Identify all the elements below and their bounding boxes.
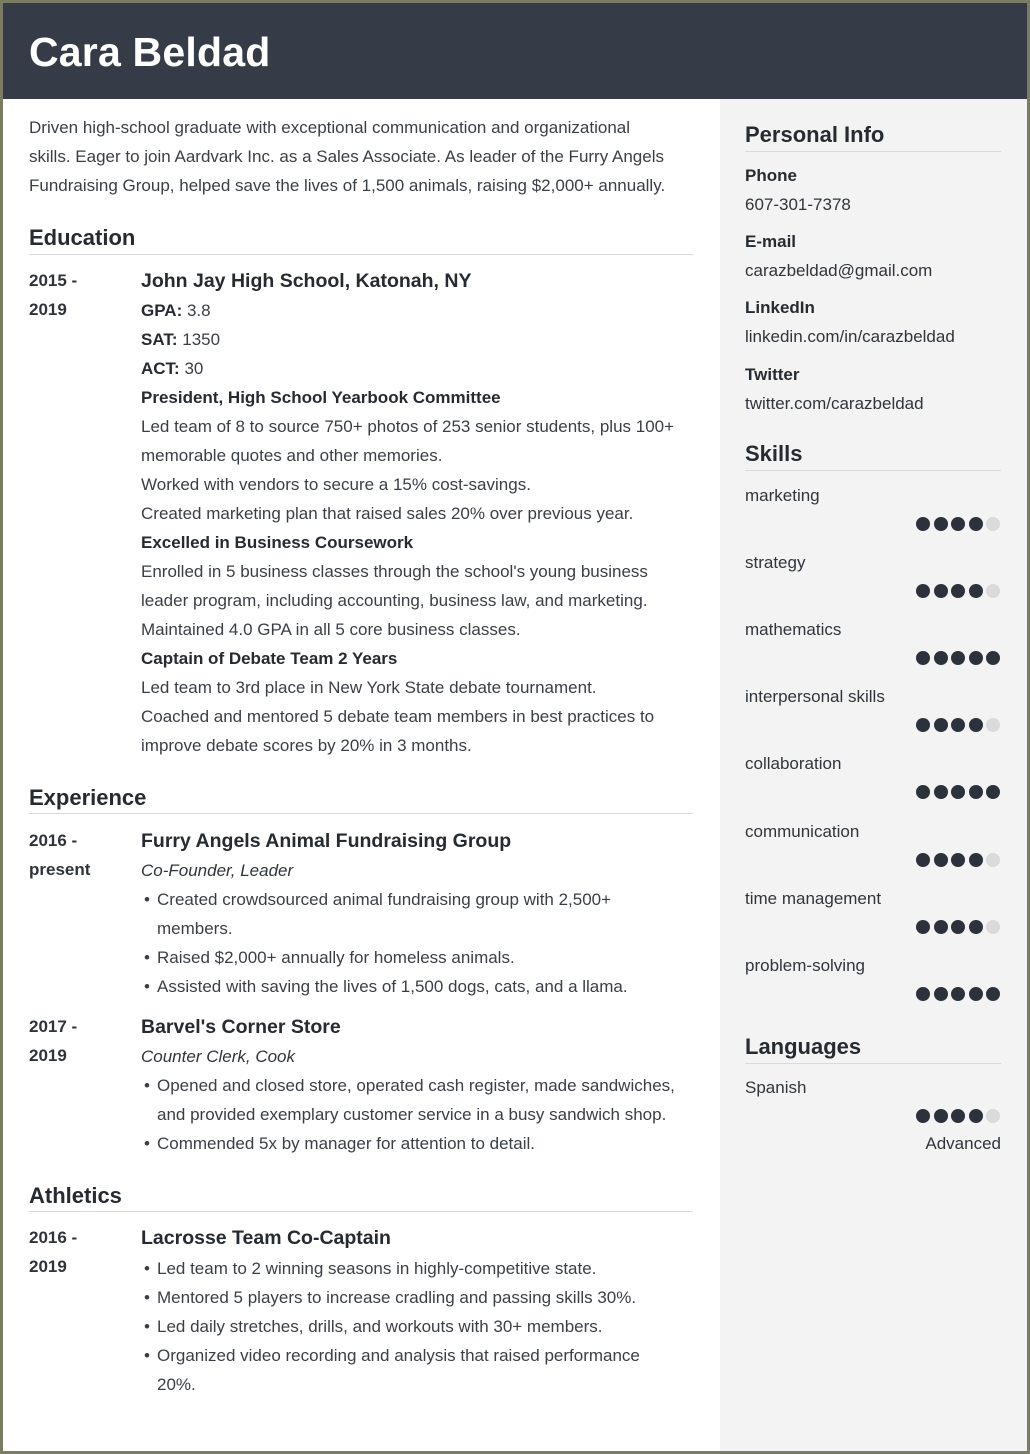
date-start: 2016 - [29,1228,78,1247]
activity-title: Excelled in Business Coursework [141,533,414,552]
skill-name: marketing [745,486,820,505]
bullet-marker: • [144,977,150,996]
skill-rating [916,651,1006,667]
section-divider [29,1211,693,1212]
job-bullet: Commended 5x by manager for attention to detail. [157,1134,535,1153]
rating-dot-filled [969,785,983,799]
rating-dot-empty [986,718,1000,732]
bullet-marker: • [144,1346,150,1365]
job-role: Counter Clerk, Cook [141,1047,296,1066]
skill-rating [916,718,1006,734]
section-title-education: Education [29,225,136,250]
language-level: Advanced [925,1134,1001,1153]
athletics-bullet: Led daily stretches, drills, and workouts with 30+ members. [157,1317,603,1336]
rating-dot-filled [916,920,930,934]
rating-dot-filled [916,651,930,665]
rating-dot-empty [986,920,1000,934]
rating-dot-filled [969,584,983,598]
skill-rating [916,920,1006,936]
contact-label: Phone [745,166,797,185]
rating-dot-filled [986,785,1000,799]
rating-dot-filled [916,853,930,867]
activity-line: Led team to 3rd place in New York State debate tournament. [141,678,597,697]
section-divider [29,813,693,814]
skill-name: mathematics [745,620,842,639]
skill-rating [916,785,1006,801]
score-label: SAT: [141,330,178,349]
section-title-languages: Languages [745,1034,862,1059]
candidate-name: Cara Beldad [29,29,271,75]
rating-dot-filled [934,1109,948,1123]
rating-dot-filled [934,853,948,867]
section-title-skills: Skills [745,441,803,466]
skill-name: communication [745,822,860,841]
skill-name: strategy [745,553,806,572]
bullet-marker: • [144,1076,150,1095]
section-title-personal-info: Personal Info [745,122,885,147]
rating-dot-filled [951,987,965,1001]
contact-label: LinkedIn [745,298,815,317]
rating-dot-filled [916,718,930,732]
rating-dot-filled [986,651,1000,665]
contact-label: Twitter [745,365,800,384]
contact-value: carazbeldad@gmail.com [745,261,933,280]
rating-dot-filled [951,718,965,732]
score-row [141,330,220,350]
section-divider [29,254,693,255]
rating-dot-filled [916,584,930,598]
rating-dot-filled [969,920,983,934]
contact-label: E-mail [745,232,797,251]
skill-rating [916,584,1006,600]
rating-dot-empty [986,853,1000,867]
skill-name: collaboration [745,754,842,773]
rating-dot-filled [969,987,983,1001]
school-name: John Jay High School, Katonah, NY [141,270,472,292]
date-start: 2017 - [29,1017,78,1036]
section-title-athletics: Athletics [29,1183,122,1208]
job-bullet: members. [157,919,233,938]
score-value: 30 [179,359,204,378]
athletics-team: Lacrosse Team Co-Captain [141,1227,391,1249]
contact-value: twitter.com/carazbeldad [745,394,924,413]
date-end: 2019 [29,1046,67,1065]
job-organization: Furry Angels Animal Fundraising Group [141,830,512,852]
activity-title: President, High School Yearbook Committee [141,388,501,407]
section-title-experience: Experience [29,785,147,810]
rating-dot-filled [916,785,930,799]
athletics-bullet: Mentored 5 players to increase cradling and passing skills 30%. [157,1288,637,1307]
rating-dot-filled [951,853,965,867]
language-name: Spanish [745,1078,807,1097]
rating-dot-filled [969,651,983,665]
score-row [141,301,211,321]
bullet-marker: • [144,1288,150,1307]
bullet-marker: • [144,890,150,909]
activity-line: Led team of 8 to source 750+ photos of 253 senior students, plus 100+ [141,417,675,436]
contact-value: 607-301-7378 [745,195,851,214]
rating-dot-filled [969,718,983,732]
rating-dot-filled [934,517,948,531]
score-label: GPA: [141,301,183,320]
job-bullet: Created crowdsourced animal fundraising group with 2,500+ [157,890,612,909]
section-divider [745,151,1001,152]
rating-dot-filled [951,517,965,531]
rating-dot-filled [951,584,965,598]
rating-dot-empty [986,1109,1000,1123]
rating-dot-empty [986,584,1000,598]
job-bullet: Assisted with saving the lives of 1,500 dogs, cats, and a llama. [157,977,628,996]
score-row [141,359,203,379]
bullet-marker: • [144,1317,150,1336]
skill-rating [916,853,1006,869]
rating-dot-filled [934,785,948,799]
skill-name: time management [745,889,882,908]
rating-dot-filled [969,517,983,531]
rating-dot-filled [969,1109,983,1123]
score-value: 1350 [177,330,221,349]
rating-dot-filled [951,920,965,934]
job-bullet: Opened and closed store, operated cash register, made sandwiches, [157,1076,675,1095]
date-start: 2015 - [29,271,78,290]
rating-dot-filled [934,584,948,598]
score-label: ACT: [141,359,180,378]
bullet-marker: • [144,948,150,967]
section-divider [745,470,1001,471]
activity-line: Maintained 4.0 GPA in all 5 core business classes. [141,620,521,639]
job-bullet: and provided exemplary customer service in a busy sandwich shop. [157,1105,667,1124]
resume-page [3,3,1027,1451]
language-rating [916,1109,1006,1125]
date-end: 2019 [29,1257,67,1276]
rating-dot-empty [986,517,1000,531]
activity-line: Worked with vendors to secure a 15% cost-savings. [141,475,531,494]
skill-name: interpersonal skills [745,687,885,706]
rating-dot-filled [916,517,930,531]
summary-line: Fundraising Group, helped save the lives of 1,500 animals, raising $2,000+ annually. [29,176,666,195]
header-bar [3,3,1027,99]
summary-line: Driven high-school graduate with exceptional communication and organizational [29,118,631,137]
rating-dot-filled [986,987,1000,1001]
athletics-bullet: 20%. [157,1375,196,1394]
rating-dot-filled [934,987,948,1001]
activity-title: Captain of Debate Team 2 Years [141,649,398,668]
rating-dot-filled [951,651,965,665]
date-end: 2019 [29,300,67,319]
rating-dot-filled [934,651,948,665]
bullet-marker: • [144,1134,150,1153]
activity-line: leader program, including accounting, business law, and marketing. [141,591,648,610]
date-end: present [29,860,91,879]
skill-rating [916,517,1006,533]
athletics-bullet: Organized video recording and analysis that raised performance [157,1346,640,1365]
score-value: 3.8 [182,301,211,320]
activity-line: Created marketing plan that raised sales 20% over previous year. [141,504,634,523]
activity-line: Enrolled in 5 business classes through the school's young business [141,562,648,581]
rating-dot-filled [951,1109,965,1123]
summary-line: skills. Eager to join Aardvark Inc. as a Sales Associate. As leader of the Furry Angels [29,147,664,166]
job-role: Co-Founder, Leader [141,861,294,880]
rating-dot-filled [934,920,948,934]
date-start: 2016 - [29,831,78,850]
skill-rating [916,987,1006,1003]
activity-line: memorable quotes and other memories. [141,446,443,465]
job-organization: Barvel's Corner Store [141,1016,341,1038]
job-bullet: Raised $2,000+ annually for homeless animals. [157,948,515,967]
rating-dot-filled [934,718,948,732]
section-divider [745,1063,1001,1064]
skill-name: problem-solving [745,956,865,975]
activity-line: improve debate scores by 20% in 3 months. [141,736,472,755]
athletics-bullet: Led team to 2 winning seasons in highly-competitive state. [157,1259,597,1278]
contact-value: linkedin.com/in/carazbeldad [745,327,955,346]
rating-dot-filled [969,853,983,867]
rating-dot-filled [951,785,965,799]
bullet-marker: • [144,1259,150,1278]
activity-line: Coached and mentored 5 debate team members in best practices to [141,707,655,726]
rating-dot-filled [916,1109,930,1123]
rating-dot-filled [916,987,930,1001]
